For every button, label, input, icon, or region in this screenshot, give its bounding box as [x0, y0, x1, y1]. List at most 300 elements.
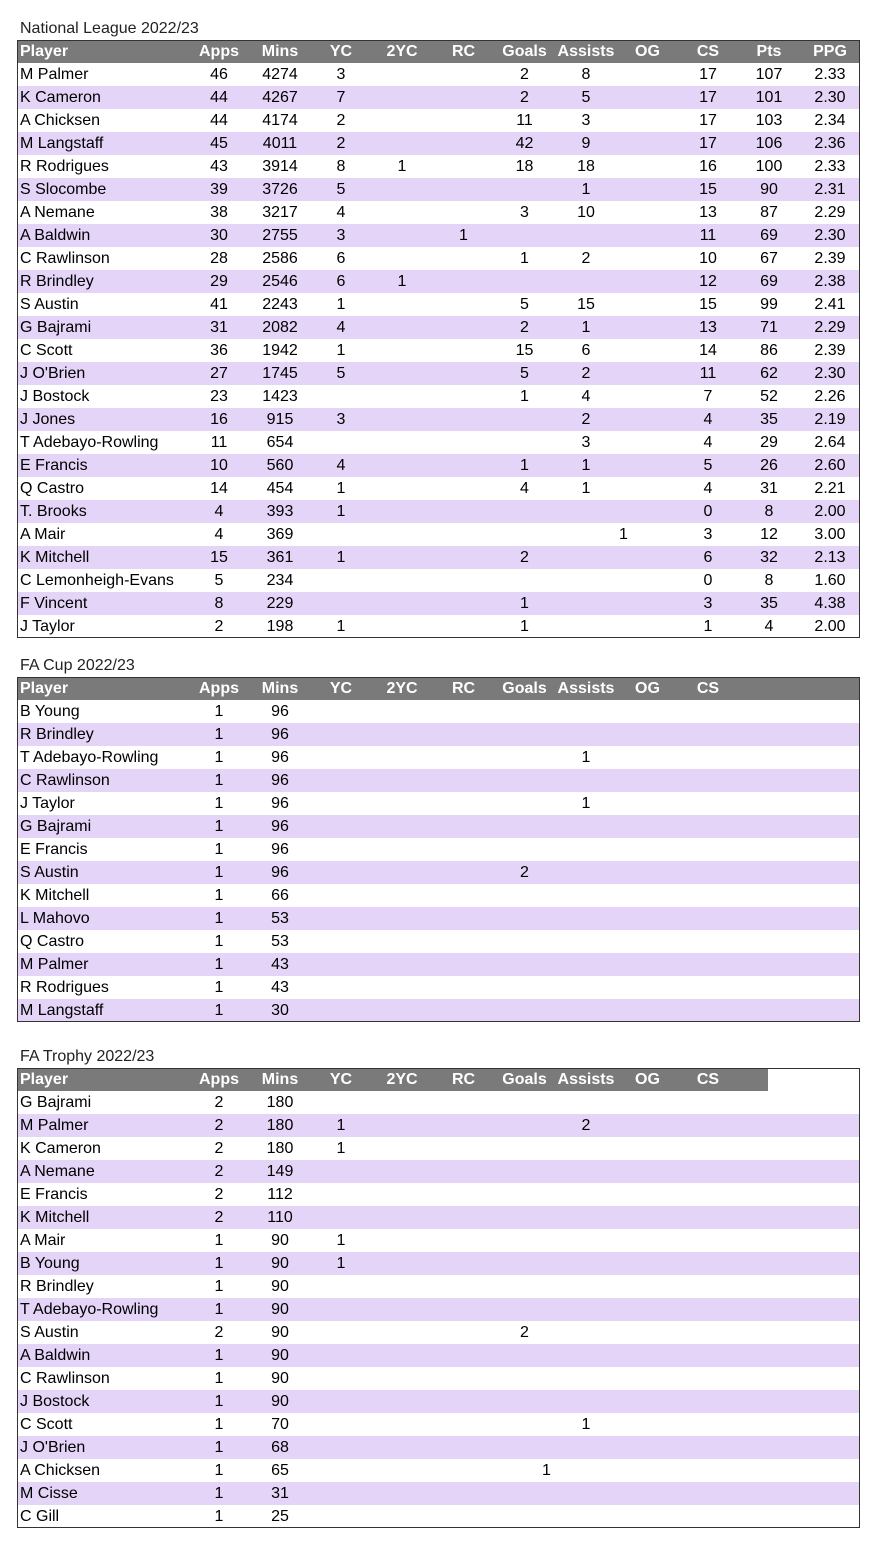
table-row: [17, 385, 860, 408]
cell-ppg: 2.41: [800, 293, 860, 316]
cell-mins: 4011: [249, 132, 311, 155]
cell-mins: 43: [249, 953, 311, 976]
cell-rc: [433, 316, 494, 339]
cell-mins: 3914: [249, 155, 311, 178]
table-row: [17, 132, 860, 155]
table-row: [17, 1482, 860, 1505]
cell-cs: 11: [678, 362, 738, 385]
cell-player: C Scott: [17, 339, 189, 362]
cell-blank: [738, 1321, 860, 1344]
cell-blank: [738, 999, 860, 1022]
cell-cs: [678, 1459, 738, 1482]
cell-mins: 96: [249, 746, 311, 769]
table-row: [17, 224, 860, 247]
cell-goals: 4: [494, 477, 555, 500]
cell-cs: 4: [678, 477, 738, 500]
cell-pts: 12: [738, 523, 800, 546]
table-row: [17, 1206, 860, 1229]
cell-mins: 90: [249, 1275, 311, 1298]
cell-apps: 2: [189, 1321, 249, 1344]
cell-og: [617, 201, 678, 224]
header-goals: Goals: [494, 1068, 555, 1091]
table-row: [17, 1298, 860, 1321]
cell-cs: [678, 1114, 738, 1137]
cell-2yc: [371, 316, 433, 339]
cell-goals: 2: [494, 86, 555, 109]
cell-2yc: [371, 293, 433, 316]
table-row: [17, 1459, 860, 1482]
cell-pts: 32: [738, 546, 800, 569]
cell-2yc: [371, 1367, 433, 1390]
cell-mins: 96: [249, 723, 311, 746]
cell-assists: 10: [555, 201, 617, 224]
cell-mins: 149: [249, 1160, 311, 1183]
cell-og: [617, 861, 678, 884]
cell-2yc: [371, 1206, 433, 1229]
table-row: [17, 1183, 860, 1206]
cell-cs: [678, 1321, 738, 1344]
cell-rc: [433, 201, 494, 224]
cell-ppg: 2.39: [800, 339, 860, 362]
cell-2yc: 1: [371, 270, 433, 293]
cell-og: [617, 500, 678, 523]
cell-assists: [555, 270, 617, 293]
cell-blank: [738, 815, 860, 838]
cell-og: [617, 1091, 678, 1114]
cell-goals: [494, 953, 555, 976]
cell-blank: [738, 723, 860, 746]
cell-2yc: [371, 976, 433, 999]
cell-assists: 1: [555, 477, 617, 500]
cell-cs: 4: [678, 431, 738, 454]
cell-goals: 1: [494, 615, 555, 638]
cell-player: S Austin: [17, 293, 189, 316]
cell-og: [617, 1436, 678, 1459]
trophy-title: FA Trophy 2022/23: [20, 1048, 155, 1065]
cell-2yc: [371, 178, 433, 201]
cell-rc: [433, 270, 494, 293]
cell-rc: [433, 1459, 494, 1482]
cell-apps: 1: [189, 953, 249, 976]
cell-rc: 1: [433, 224, 494, 247]
cell-pts: 26: [738, 454, 800, 477]
cell-apps: 1: [189, 792, 249, 815]
cell-player: T. Brooks: [17, 500, 189, 523]
cell-pts: 4: [738, 615, 800, 638]
cell-2yc: [371, 723, 433, 746]
cell-apps: 11: [189, 431, 249, 454]
cell-cs: [678, 1367, 738, 1390]
table-row: [17, 500, 860, 523]
cell-mins: 4274: [249, 63, 311, 86]
cell-2yc: [371, 1137, 433, 1160]
cell-2yc: [371, 1482, 433, 1505]
cell-mins: 3217: [249, 201, 311, 224]
cell-cs: 7: [678, 385, 738, 408]
cell-goals: [494, 431, 555, 454]
cell-yc: [311, 1482, 371, 1505]
cell-og: [617, 362, 678, 385]
cell-player: J Taylor: [17, 792, 189, 815]
cell-apps: 15: [189, 546, 249, 569]
cell-pts: 103: [738, 109, 800, 132]
cell-apps: 16: [189, 408, 249, 431]
cell-assists: [555, 953, 617, 976]
table-row: [17, 746, 860, 769]
cell-apps: 44: [189, 86, 249, 109]
cell-goals: 1: [494, 454, 555, 477]
cell-mins: 25: [249, 1505, 311, 1528]
cell-assists: [555, 815, 617, 838]
cell-yc: [311, 523, 371, 546]
cell-og: 1: [617, 523, 678, 546]
cell-2yc: [371, 247, 433, 270]
cell-blank: [738, 1137, 860, 1160]
cell-rc: [433, 861, 494, 884]
cell-og: [617, 1252, 678, 1275]
table-row: [17, 1344, 860, 1367]
table-row: [17, 155, 860, 178]
cell-yc: [311, 723, 371, 746]
cell-cs: [678, 792, 738, 815]
header-player: Player: [17, 677, 189, 700]
cell-mins: 90: [249, 1344, 311, 1367]
cell-og: [617, 723, 678, 746]
table-row: [17, 178, 860, 201]
cell-rc: [433, 907, 494, 930]
cell-player: A Baldwin: [17, 224, 189, 247]
cell-yc: [311, 1344, 371, 1367]
cell-assists: [555, 615, 617, 638]
table-row: [17, 270, 860, 293]
cell-player: M Cisse: [17, 1482, 189, 1505]
cell-assists: 2: [555, 362, 617, 385]
cell-player: J Bostock: [17, 385, 189, 408]
cell-blank: [738, 930, 860, 953]
trophy-table: [17, 1068, 860, 1528]
header-2yc: 2YC: [371, 1068, 433, 1091]
cell-apps: 38: [189, 201, 249, 224]
cell-player: K Cameron: [17, 86, 189, 109]
cell-yc: 4: [311, 316, 371, 339]
cell-pts: 8: [738, 569, 800, 592]
cell-cs: [678, 976, 738, 999]
cell-2yc: [371, 63, 433, 86]
cell-assists: 3: [555, 431, 617, 454]
cell-goals: [494, 1482, 555, 1505]
cell-rc: [433, 1505, 494, 1528]
cell-rc: [433, 746, 494, 769]
cell-rc: [433, 155, 494, 178]
cell-mins: 369: [249, 523, 311, 546]
cell-player: A Nemane: [17, 201, 189, 224]
cell-player: C Rawlinson: [17, 1367, 189, 1390]
cell-mins: 2546: [249, 270, 311, 293]
cell-assists: [555, 546, 617, 569]
cell-2yc: [371, 339, 433, 362]
table-row: [17, 615, 860, 638]
cell-player: K Mitchell: [17, 546, 189, 569]
facup-body: [17, 700, 860, 1022]
cell-player: K Mitchell: [17, 884, 189, 907]
cell-rc: [433, 1183, 494, 1206]
cell-mins: 198: [249, 615, 311, 638]
cell-yc: [311, 1275, 371, 1298]
cell-ppg: 2.29: [800, 316, 860, 339]
cell-og: [617, 63, 678, 86]
cell-rc: [433, 385, 494, 408]
cell-cs: [678, 1137, 738, 1160]
cell-yc: 4: [311, 454, 371, 477]
cell-apps: 31: [189, 316, 249, 339]
header-rc: RC: [433, 677, 494, 700]
cell-mins: 180: [249, 1091, 311, 1114]
cell-player: A Mair: [17, 523, 189, 546]
cell-yc: [311, 930, 371, 953]
cell-pts: 62: [738, 362, 800, 385]
cell-apps: 2: [189, 1160, 249, 1183]
cell-og: [617, 592, 678, 615]
cell-yc: [311, 861, 371, 884]
cell-goals: 2: [494, 1321, 555, 1344]
table-row: [17, 907, 860, 930]
cell-2yc: [371, 1505, 433, 1528]
cell-goals: [494, 523, 555, 546]
cell-ppg: 2.34: [800, 109, 860, 132]
cell-blank: [738, 769, 860, 792]
cell-goals: [494, 1114, 555, 1137]
cell-blank: [738, 1183, 860, 1206]
cell-assists: [555, 976, 617, 999]
cell-cs: 0: [678, 569, 738, 592]
header-rc: RC: [433, 40, 494, 63]
cell-blank: [738, 1344, 860, 1367]
cell-mins: 2243: [249, 293, 311, 316]
cell-og: [617, 1275, 678, 1298]
cell-yc: [311, 385, 371, 408]
cell-og: [617, 746, 678, 769]
cell-yc: [311, 976, 371, 999]
cell-player: A Mair: [17, 1229, 189, 1252]
cell-player: A Chicksen: [17, 1459, 189, 1482]
cell-og: [617, 815, 678, 838]
header-goals: Goals: [494, 40, 555, 63]
cell-assists: [555, 1183, 617, 1206]
cell-goals: [494, 1160, 555, 1183]
cell-assists: [555, 838, 617, 861]
cell-goals: [494, 930, 555, 953]
cell-player: E Francis: [17, 454, 189, 477]
table-row: [17, 976, 860, 999]
cell-cs: 15: [678, 178, 738, 201]
cell-player: R Rodrigues: [17, 155, 189, 178]
cell-og: [617, 408, 678, 431]
cell-apps: 4: [189, 523, 249, 546]
cell-player: M Langstaff: [17, 132, 189, 155]
cell-og: [617, 454, 678, 477]
cell-mins: 1423: [249, 385, 311, 408]
cell-rc: [433, 178, 494, 201]
cell-rc: [433, 500, 494, 523]
cell-mins: 90: [249, 1252, 311, 1275]
cell-cs: [678, 953, 738, 976]
cell-2yc: [371, 86, 433, 109]
cell-rc: [433, 454, 494, 477]
cell-yc: [311, 953, 371, 976]
cell-apps: 2: [189, 1206, 249, 1229]
cell-assists: [555, 861, 617, 884]
cell-blank: [738, 1252, 860, 1275]
table-row: [17, 1321, 860, 1344]
cell-pts: 69: [738, 224, 800, 247]
cell-rc: [433, 1160, 494, 1183]
table-row: [17, 1114, 860, 1137]
table-row: [17, 815, 860, 838]
table-row: [17, 700, 860, 723]
cell-yc: 1: [311, 615, 371, 638]
cell-rc: [433, 477, 494, 500]
cell-assists: [555, 1229, 617, 1252]
cell-2yc: [371, 999, 433, 1022]
cell-apps: 10: [189, 454, 249, 477]
cell-player: B Young: [17, 1252, 189, 1275]
cell-apps: 1: [189, 1505, 249, 1528]
cell-assists: 2: [555, 1114, 617, 1137]
cell-og: [617, 976, 678, 999]
header-assists: Assists: [555, 1068, 617, 1091]
cell-blank: [738, 1114, 860, 1137]
cell-2yc: [371, 477, 433, 500]
cell-2yc: [371, 454, 433, 477]
cell-apps: 1: [189, 1413, 249, 1436]
cell-goals: 11: [494, 109, 555, 132]
cell-player: R Rodrigues: [17, 976, 189, 999]
header-assists: Assists: [555, 677, 617, 700]
cell-apps: 43: [189, 155, 249, 178]
cell-player: M Langstaff: [17, 999, 189, 1022]
cell-og: [617, 1413, 678, 1436]
header-pts: Pts: [738, 40, 800, 63]
cell-rc: [433, 1137, 494, 1160]
cell-player: M Palmer: [17, 953, 189, 976]
cell-cs: 17: [678, 86, 738, 109]
header-og: OG: [617, 40, 678, 63]
cell-apps: 2: [189, 1091, 249, 1114]
cell-player: K Cameron: [17, 1137, 189, 1160]
cell-2yc: [371, 907, 433, 930]
cell-apps: 1: [189, 1229, 249, 1252]
cell-blank: [738, 1390, 860, 1413]
cell-rc: [433, 86, 494, 109]
cell-apps: 1: [189, 1298, 249, 1321]
header-blank: [738, 1068, 860, 1091]
cell-rc: [433, 838, 494, 861]
cell-goals: 18: [494, 155, 555, 178]
cell-yc: [311, 838, 371, 861]
cell-yc: [311, 815, 371, 838]
cell-assists: [555, 884, 617, 907]
table-row: [17, 431, 860, 454]
table-row: [17, 86, 860, 109]
cell-pts: 67: [738, 247, 800, 270]
cell-og: [617, 838, 678, 861]
cell-assists: 2: [555, 247, 617, 270]
cell-cs: [678, 884, 738, 907]
cell-goals: [494, 769, 555, 792]
cell-2yc: [371, 1413, 433, 1436]
cell-og: [617, 769, 678, 792]
cell-ppg: 2.38: [800, 270, 860, 293]
cell-yc: [311, 1436, 371, 1459]
cell-rc: [433, 1206, 494, 1229]
cell-og: [617, 247, 678, 270]
header-player: Player: [17, 40, 189, 63]
table-row: [17, 408, 860, 431]
cell-2yc: [371, 1298, 433, 1321]
cell-ppg: 1.60: [800, 569, 860, 592]
cell-mins: 90: [249, 1390, 311, 1413]
cell-ppg: 2.19: [800, 408, 860, 431]
cell-player: K Mitchell: [17, 1206, 189, 1229]
cell-2yc: [371, 1459, 433, 1482]
cell-2yc: [371, 1252, 433, 1275]
cell-rc: [433, 592, 494, 615]
cell-yc: 1: [311, 477, 371, 500]
cell-2yc: [371, 1183, 433, 1206]
cell-assists: [555, 1091, 617, 1114]
cell-assists: [555, 1160, 617, 1183]
cell-yc: 1: [311, 546, 371, 569]
cell-og: [617, 1160, 678, 1183]
cell-ppg: 2.21: [800, 477, 860, 500]
cell-yc: [311, 1206, 371, 1229]
cell-og: [617, 953, 678, 976]
header-mins: Mins: [249, 40, 311, 63]
header-rc: RC: [433, 1068, 494, 1091]
cell-blank: [738, 1229, 860, 1252]
cell-apps: 1: [189, 838, 249, 861]
cell-assists: 1: [555, 454, 617, 477]
cell-goals: [494, 976, 555, 999]
table-row: [17, 293, 860, 316]
cell-ppg: 3.00: [800, 523, 860, 546]
cell-mins: 454: [249, 477, 311, 500]
cell-assists: 5: [555, 86, 617, 109]
cell-goals: [494, 1298, 555, 1321]
cell-apps: 5: [189, 569, 249, 592]
cell-player: E Francis: [17, 838, 189, 861]
cell-2yc: [371, 1321, 433, 1344]
cell-apps: 1: [189, 1367, 249, 1390]
cell-ppg: 2.29: [800, 201, 860, 224]
cell-og: [617, 178, 678, 201]
cell-pts: 100: [738, 155, 800, 178]
cell-blank: [738, 838, 860, 861]
cell-cs: 13: [678, 316, 738, 339]
cell-rc: [433, 1344, 494, 1367]
cell-mins: 1745: [249, 362, 311, 385]
cell-blank: [738, 953, 860, 976]
cell-2yc: [371, 201, 433, 224]
cell-blank: [738, 1206, 860, 1229]
cell-assists: 15: [555, 293, 617, 316]
cell-player: T Adebayo-Rowling: [17, 1298, 189, 1321]
table-row: [17, 953, 860, 976]
cell-cs: 17: [678, 132, 738, 155]
cell-rc: [433, 546, 494, 569]
cell-goals: 5: [494, 293, 555, 316]
cell-yc: [311, 1321, 371, 1344]
